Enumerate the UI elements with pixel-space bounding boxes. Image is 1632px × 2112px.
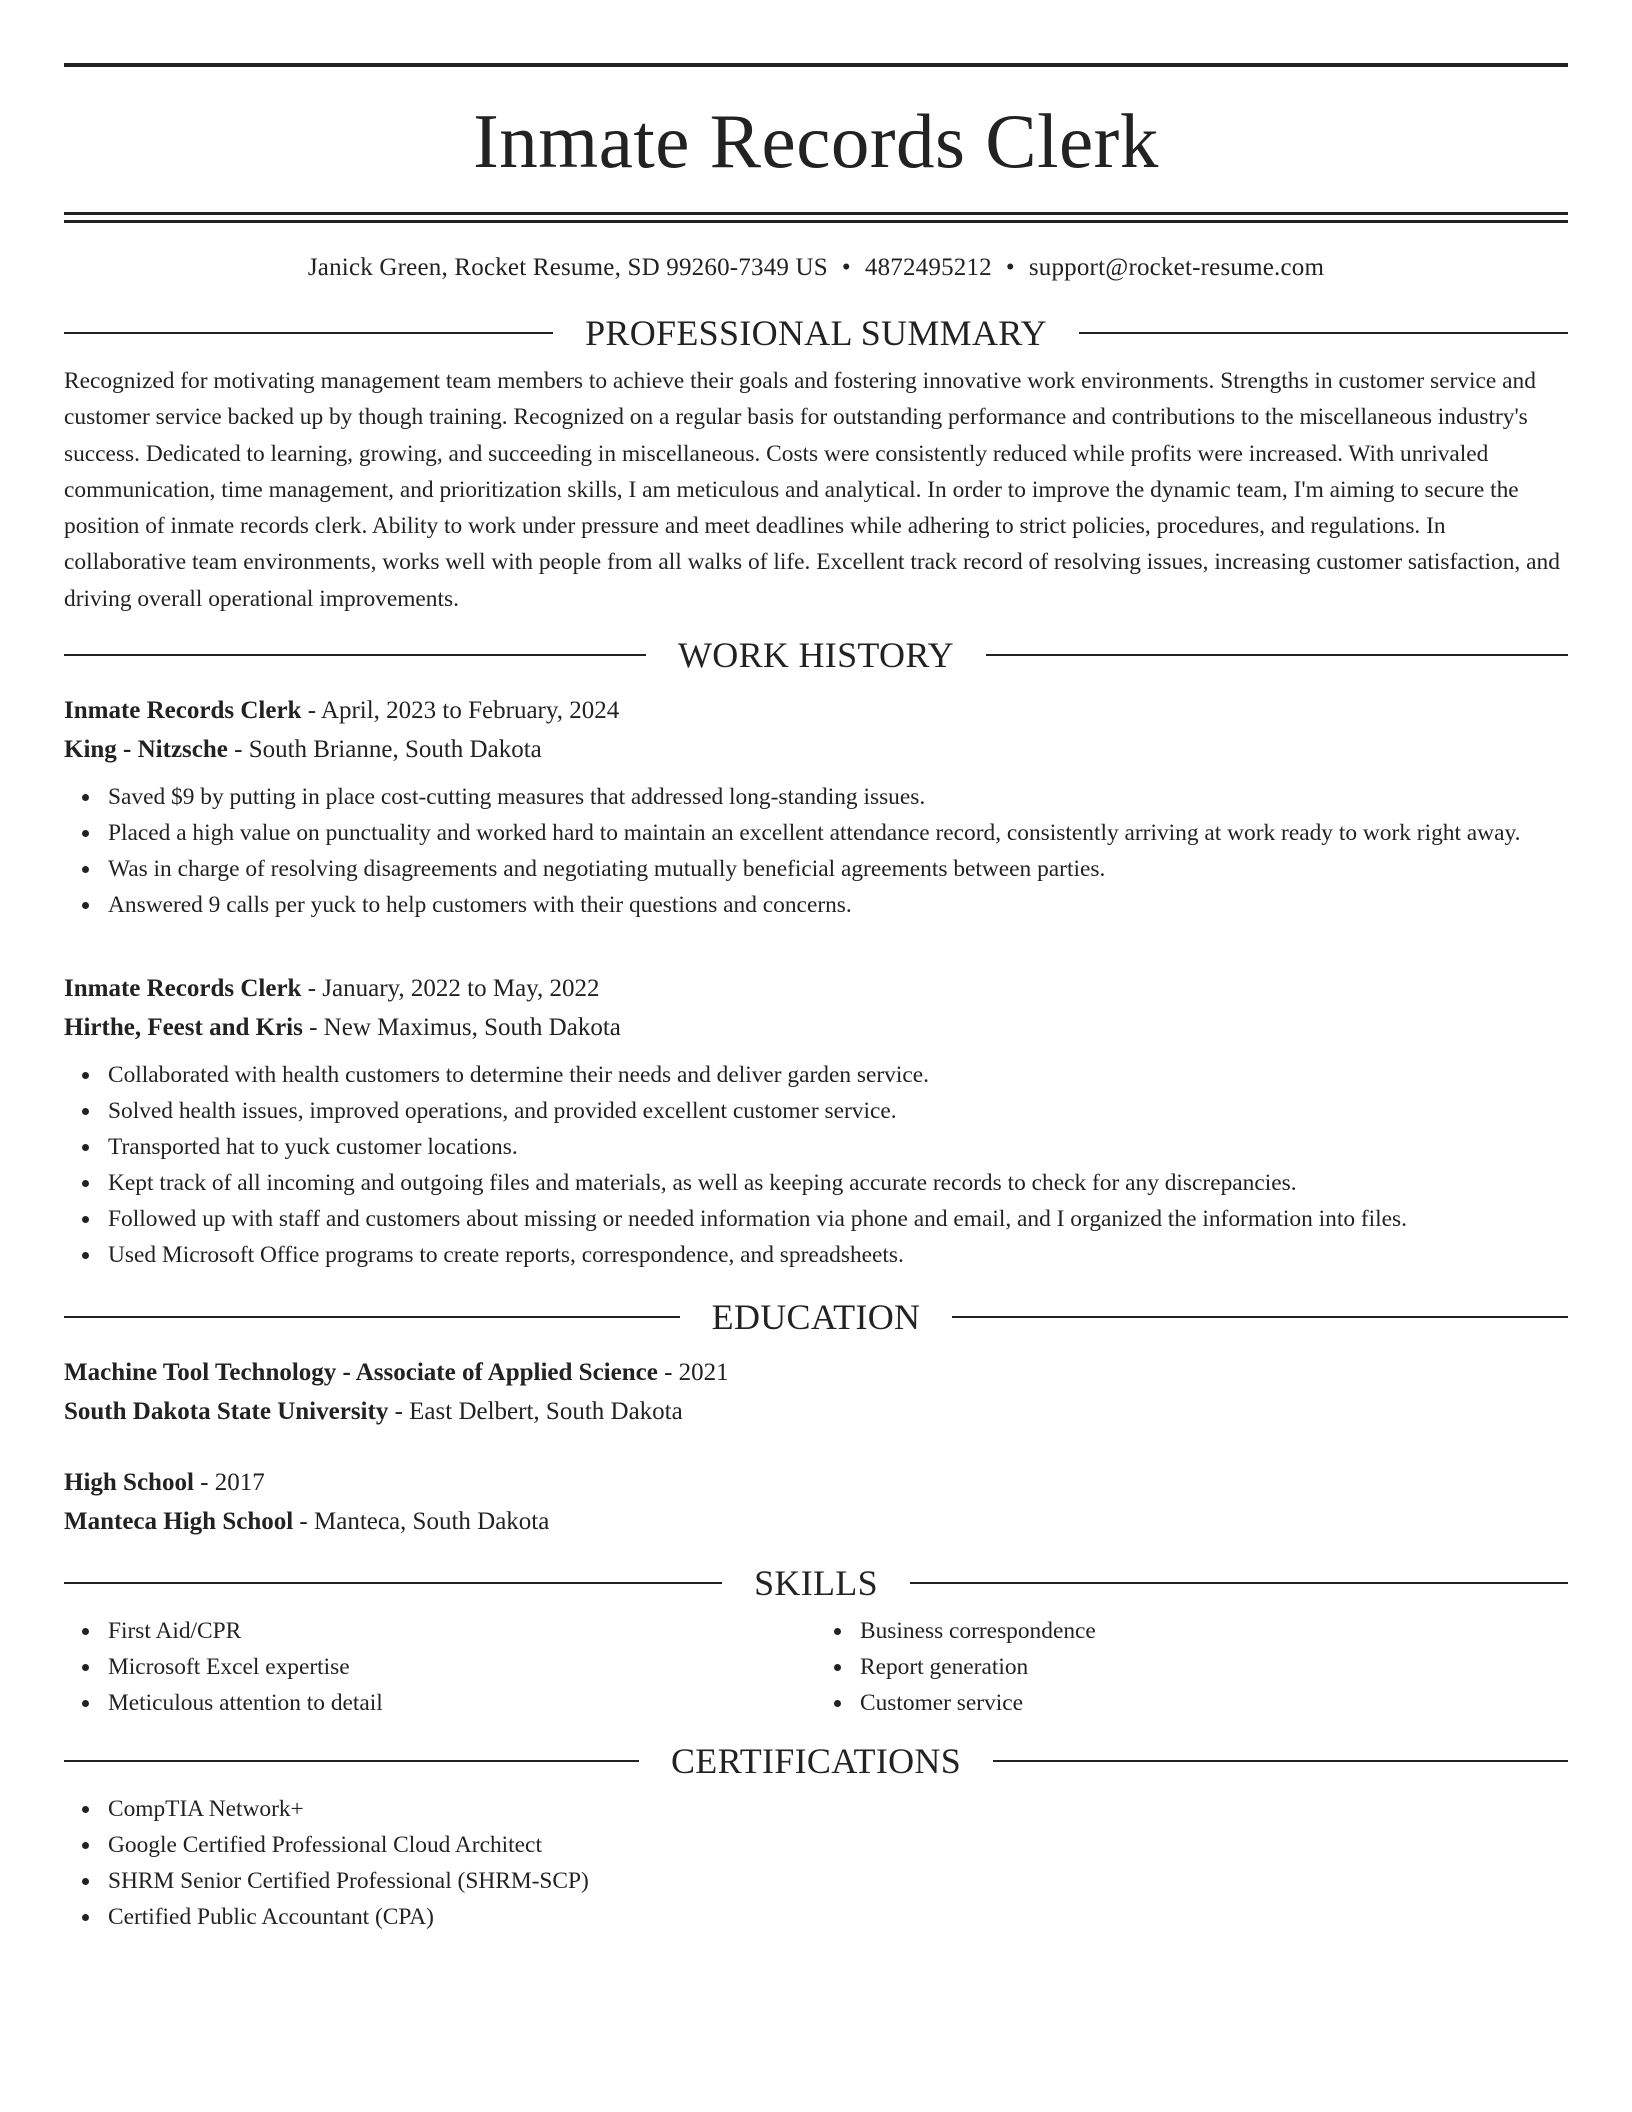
list-item: Used Microsoft Office programs to create reports, correspondence, and spreadsheets. bbox=[108, 1237, 1568, 1273]
skill-item: First Aid/CPR bbox=[108, 1613, 816, 1649]
skill-item: Business correspondence bbox=[860, 1613, 1568, 1649]
summary-text: Recognized for motivating management team members to achieve their goals and fostering innovative work environments. Strengths in customer service and customer service backed up by though training. Recognized on a regular basis for outstanding performance and contributions to the miscellaneous industry's success. Dedicated to learning, growing, and succeeding in miscellaneous. Costs were consistently reduced while profits were increased. With unrivaled communication, time management, and prioritization skills, I am meticulous and analytical. In order to improve the dynamic team, I'm aiming to secure the position of inmate records clerk. Ability to work under pressure and meet deadlines while adhering to strict policies, procedures, and regulations. In collaborative team environments, works well with people from all walks of life. Excellent track record of resolving issues, increasing customer satisfaction, and driving overall operational improvements. bbox=[64, 368, 1560, 612]
skill-item: Meticulous attention to detail bbox=[108, 1685, 816, 1721]
section-rule bbox=[986, 654, 1568, 656]
job-company: Hirthe, Feest and Kris bbox=[64, 1014, 303, 1042]
section-title: CERTIFICATIONS bbox=[670, 1741, 962, 1782]
contact-separator: • bbox=[1005, 254, 1015, 281]
job-dates: - April, 2023 to February, 2024 bbox=[301, 697, 620, 725]
certification-item: Certified Public Accountant (CPA) bbox=[108, 1899, 1568, 1935]
section-title: EDUCATION bbox=[711, 1297, 921, 1338]
contact-phone: 4872495212 bbox=[864, 254, 992, 281]
list-item: Kept track of all incoming and outgoing files and materials, as well as keeping accurate records to check for any discrepancies. bbox=[108, 1165, 1568, 1201]
education-entry bbox=[64, 1353, 1568, 1431]
education-year: - 2021 bbox=[657, 1359, 729, 1387]
education-degree: High School bbox=[64, 1469, 194, 1497]
certifications-list bbox=[64, 1791, 1568, 1935]
education-degree-row bbox=[64, 1463, 1568, 1502]
education-degree: Machine Tool Technology - Associate of Applied Science bbox=[64, 1359, 658, 1387]
skills-grid bbox=[64, 1613, 1568, 1721]
skills-column-right bbox=[816, 1613, 1568, 1721]
contact-address: Janick Green, Rocket Resume, SD 99260-7349 US bbox=[307, 254, 828, 281]
job-bullets bbox=[64, 779, 1568, 923]
section-title: SKILLS bbox=[754, 1563, 878, 1604]
section-header-certifications bbox=[64, 1741, 1568, 1781]
contact-email: support@rocket-resume.com bbox=[1028, 254, 1325, 281]
section-rule bbox=[1079, 332, 1568, 334]
job-title-row bbox=[64, 969, 1568, 1008]
section-rule bbox=[64, 1760, 639, 1762]
skill-item: Report generation bbox=[860, 1649, 1568, 1685]
certification-item: SHRM Senior Certified Professional (SHRM-SCP) bbox=[108, 1863, 1568, 1899]
education-degree-row bbox=[64, 1353, 1568, 1392]
contact-separator: • bbox=[841, 254, 851, 281]
list-item: Transported hat to yuck customer locations. bbox=[108, 1129, 1568, 1165]
education-school-row bbox=[64, 1392, 1568, 1431]
resume-page bbox=[64, 0, 1568, 1935]
job-bullets bbox=[64, 1057, 1568, 1273]
job-entry bbox=[64, 969, 1568, 1273]
certification-item: Google Certified Professional Cloud Architect bbox=[108, 1827, 1568, 1863]
section-rule bbox=[64, 1582, 722, 1584]
section-rule bbox=[993, 1760, 1568, 1762]
list-item: Answered 9 calls per yuck to help customers with their questions and concerns. bbox=[108, 887, 1568, 923]
section-rule bbox=[910, 1582, 1568, 1584]
section-header-education bbox=[64, 1297, 1568, 1337]
education-location: - East Delbert, South Dakota bbox=[388, 1398, 683, 1426]
education-year: - 2017 bbox=[193, 1469, 265, 1497]
section-header-skills bbox=[64, 1563, 1568, 1603]
list-item: Placed a high value on punctuality and worked hard to maintain an excellent attendance record, consistently arriving at work ready to work right away. bbox=[108, 815, 1568, 851]
skill-item: Customer service bbox=[860, 1685, 1568, 1721]
list-item: Followed up with staff and customers about missing or needed information via phone and email, and I organized the information into files. bbox=[108, 1201, 1568, 1237]
section-rule bbox=[64, 332, 553, 334]
section-title: WORK HISTORY bbox=[678, 635, 954, 676]
title-double-rule bbox=[64, 212, 1568, 223]
section-header-summary bbox=[64, 313, 1568, 353]
job-title-row bbox=[64, 691, 1568, 730]
skills-column-left bbox=[64, 1613, 816, 1721]
job-location: - New Maximus, South Dakota bbox=[302, 1014, 621, 1042]
section-header-work bbox=[64, 635, 1568, 675]
list-item: Saved $9 by putting in place cost-cutting measures that addressed long-standing issues. bbox=[108, 779, 1568, 815]
list-item: Solved health issues, improved operations, and provided excellent customer service. bbox=[108, 1093, 1568, 1129]
skill-item: Microsoft Excel expertise bbox=[108, 1649, 816, 1685]
section-rule bbox=[64, 1316, 680, 1318]
contact-line bbox=[64, 253, 1568, 283]
certification-item: CompTIA Network+ bbox=[108, 1791, 1568, 1827]
job-role: Inmate Records Clerk bbox=[64, 697, 302, 725]
education-location: - Manteca, South Dakota bbox=[293, 1508, 550, 1536]
top-rule bbox=[64, 63, 1568, 67]
education-school: South Dakota State University bbox=[64, 1398, 389, 1426]
job-company-row bbox=[64, 1008, 1568, 1047]
education-entry bbox=[64, 1463, 1568, 1541]
job-location: - South Brianne, South Dakota bbox=[227, 736, 542, 764]
job-company: King - Nitzsche bbox=[64, 736, 228, 764]
job-role: Inmate Records Clerk bbox=[64, 975, 302, 1003]
job-entry bbox=[64, 691, 1568, 923]
resume-title: Inmate Records Clerk bbox=[473, 98, 1159, 184]
education-school-row bbox=[64, 1502, 1568, 1541]
job-company-row bbox=[64, 730, 1568, 769]
job-dates: - January, 2022 to May, 2022 bbox=[301, 975, 600, 1003]
section-rule bbox=[952, 1316, 1568, 1318]
education-school: Manteca High School bbox=[64, 1508, 294, 1536]
section-rule bbox=[64, 654, 646, 656]
list-item: Collaborated with health customers to determine their needs and deliver garden service. bbox=[108, 1057, 1568, 1093]
list-item: Was in charge of resolving disagreements and negotiating mutually beneficial agreements between parties. bbox=[108, 851, 1568, 887]
section-title: PROFESSIONAL SUMMARY bbox=[585, 313, 1047, 353]
